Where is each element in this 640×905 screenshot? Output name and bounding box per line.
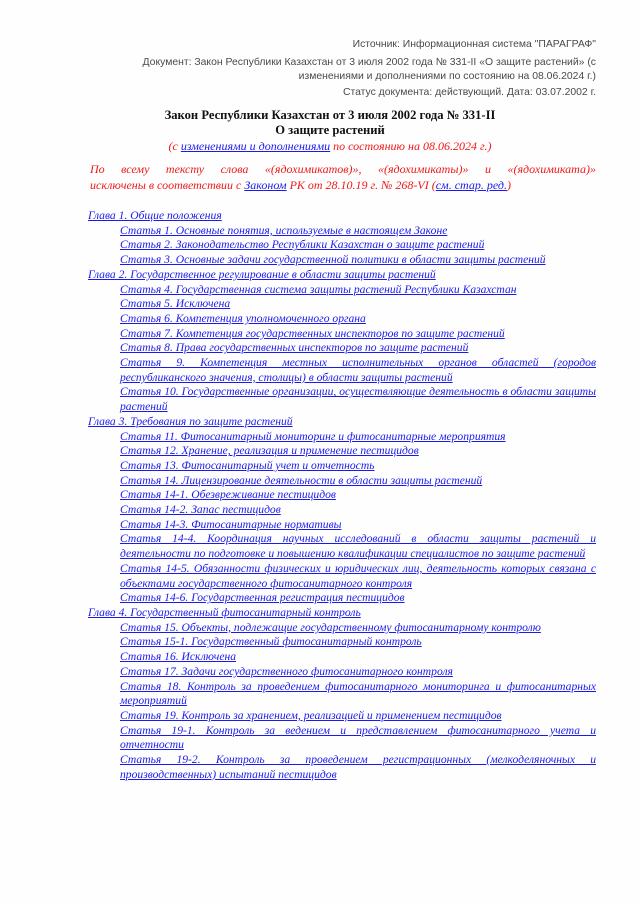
amendment-prefix: (с xyxy=(168,139,181,153)
amendments-link[interactable]: изменениями и дополнениями xyxy=(180,139,331,153)
toc-article-link[interactable]: Статья 15. Объекты, подлежащие государственному фитосанитарному контролю xyxy=(120,620,541,634)
note-line-2-prefix: исключены в соответствии с xyxy=(90,177,245,192)
toc-article-link[interactable]: Статья 8. Права государственных инспекторов по защите растений xyxy=(120,341,469,355)
toc-article-link[interactable]: Статья 7. Компетенция государственных инспекторов по защите растений xyxy=(120,326,505,340)
toc-article-link[interactable]: Статья 11. Фитосанитарный мониторинг и фитосанитарные мероприятия xyxy=(120,429,506,443)
toc-article-link[interactable]: Статья 14-1. Обезвреживание пестицидов xyxy=(120,488,336,502)
toc-article-link[interactable]: Статья 5. Исключена xyxy=(120,297,231,311)
toc-chapter-link[interactable]: Глава 4. Государственный фитосанитарный контроль xyxy=(88,605,361,619)
toc-article-link[interactable]: Статья 14-6. Государственная регистрация пестицидов xyxy=(120,591,405,605)
status-line: Статус документа: действующий. Дата: 03.07.2002 г. xyxy=(342,87,596,98)
toc-article-link[interactable]: Статья 14-5. Обязанности физических и юридических лиц, деятельность которых связана с объектами государственного фитосанитарного контроля xyxy=(120,561,596,590)
toc-article-link[interactable]: Статья 16. Исключена xyxy=(120,650,237,664)
title-block xyxy=(60,108,600,154)
toc-article-link[interactable]: Статья 9. Компетенция местных исполнительных органов областей (городов республиканского значения, столицы) в области защиты растений xyxy=(120,356,596,384)
editorial-note xyxy=(90,162,596,193)
note-line-2-middle: РК от 28.10.19 г. № 268-VI ( xyxy=(286,177,436,192)
table-of-contents xyxy=(88,209,596,782)
toc-article-link[interactable]: Статья 14-3. Фитосанитарные нормативы xyxy=(120,517,342,531)
toc-chapter-link[interactable]: Глава 2. Государственное регулирование в области защиты растений xyxy=(88,267,436,281)
toc-article-link[interactable]: Статья 17. Задачи государственного фитосанитарного контроля xyxy=(120,664,453,678)
toc-article-link[interactable]: Статья 14-2. Запас пестицидов xyxy=(120,503,281,517)
amendment-suffix: по состоянию на 08.06.2024 г.) xyxy=(330,139,492,153)
toc-article-link[interactable]: Статья 3. Основные задачи государственной политики в области защиты растений xyxy=(120,253,546,267)
old-edition-link[interactable]: см. стар. ред. xyxy=(435,177,507,192)
law-link[interactable]: Законом xyxy=(244,177,287,192)
toc-article-link[interactable]: Статья 1. Основные понятия, используемые в настоящем Законе xyxy=(120,223,448,237)
toc-article-link[interactable]: Статья 14-4. Координация научных исследований в области защиты растений и деятельности по подготовке и повышению квалификации специалистов по защите растений xyxy=(120,532,596,561)
note-line-1: По всему тексту слова «(ядохимикатов)», «(ядохимикаты)» и «(ядохимиката)» xyxy=(90,162,596,176)
document-line: Документ: Закон Республики Казахстан от 3 июля 2002 года № 331-II «О защите растений» (с изменениями и дополнениями по состоянию на 08.06.2024 г.) xyxy=(142,57,596,82)
toc-article-link[interactable]: Статья 12. Хранение, реализация и применение пестицидов xyxy=(120,444,419,458)
amendment-line xyxy=(60,138,600,154)
toc-article-link[interactable]: Статья 4. Государственная система защиты растений Республики Казахстан xyxy=(120,282,517,296)
toc-article-link[interactable]: Статья 19-2. Контроль за проведением регистрационных (мелкоделяночных и производственных) испытаний пестицидов xyxy=(120,753,596,781)
toc-article-link[interactable]: Статья 14. Лицензирование деятельности в области защиты растений xyxy=(120,473,483,487)
toc-article-link[interactable]: Статья 10. Государственные организации, осуществляющие деятельность в области защиты растений xyxy=(120,385,596,414)
toc-article-link[interactable]: Статья 6. Компетенция уполномоченного органа xyxy=(120,311,366,325)
source-line: Источник: Информационная система "ПАРАГРАФ" xyxy=(352,39,596,50)
toc-article-link[interactable]: Статья 2. Законодательство Республики Казахстан о защите растений xyxy=(120,238,485,252)
toc-article-link[interactable]: Статья 19-1. Контроль за ведением и представлением фитосанитарного учета и отчетности xyxy=(120,723,596,752)
toc-article-link[interactable]: Статья 18. Контроль за проведением фитосанитарного мониторинга и фитосанитарных мероприятий xyxy=(120,679,596,708)
toc-chapter-link[interactable]: Глава 3. Требования по защите растений xyxy=(88,414,293,428)
law-subject: О защите растений xyxy=(275,123,385,137)
toc-article-link[interactable]: Статья 13. Фитосанитарный учет и отчетность xyxy=(120,458,375,472)
note-line-2-suffix: ) xyxy=(506,177,511,192)
law-title: Закон Республики Казахстан от 3 июля 2002 года № 331-II xyxy=(164,108,496,122)
toc-article-link[interactable]: Статья 19. Контроль за хранением, реализацией и применением пестицидов xyxy=(120,708,502,722)
toc-article-link[interactable]: Статья 15-1. Государственный фитосанитарный контроль xyxy=(120,635,422,649)
toc-chapter-link[interactable]: Глава 1. Общие положения xyxy=(88,209,222,222)
